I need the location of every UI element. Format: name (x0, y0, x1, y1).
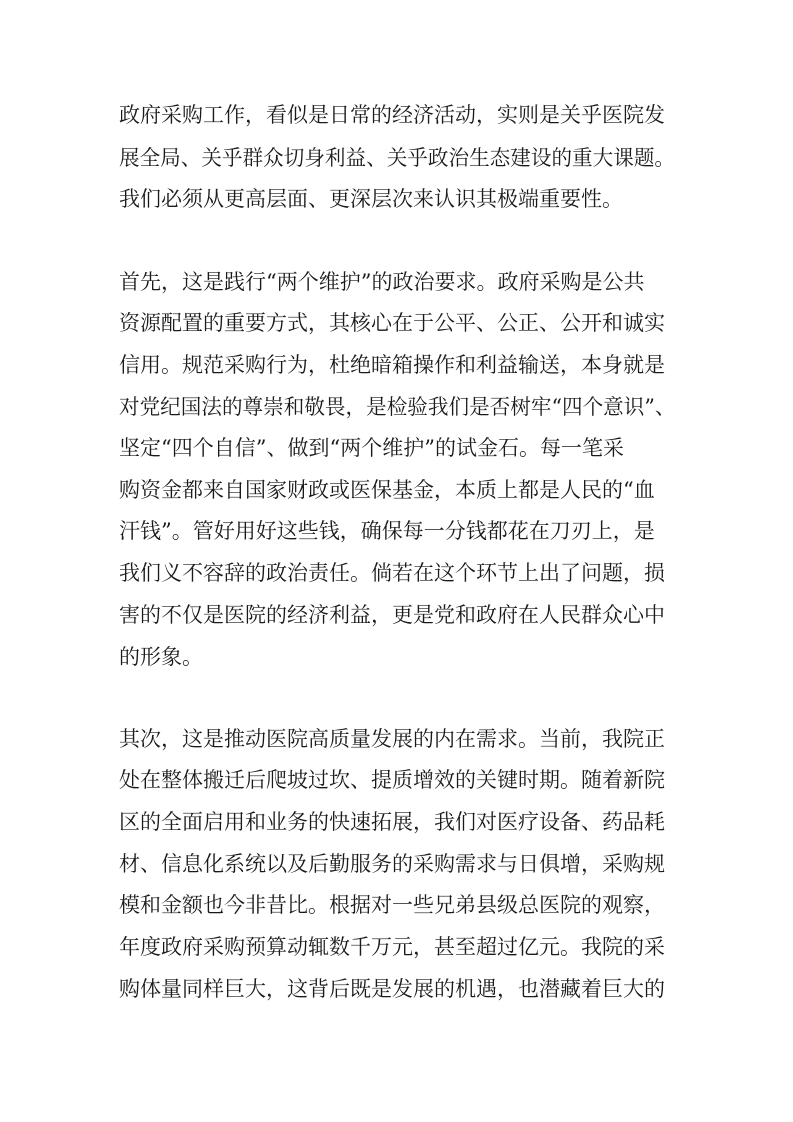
text-line: 的形象。 (119, 645, 203, 669)
text-line: 信用。规范采购行为，杜绝暗箱操作和利益输送，本身就是 (119, 353, 665, 377)
text-line: 年度政府采购预算动辄数千万元，甚至超过亿元。我院的采 (119, 935, 665, 959)
text-line: 展全局、关乎群众切身利益、关乎政治生态建设的重大课题。 (119, 146, 676, 170)
text-line: 模和金额也今非昔比。根据对一些兄弟县级总医院的观察， (119, 893, 665, 917)
text-line: 首先，这是践行“两个维护”的政治要求。政府采购是公共 (119, 270, 645, 294)
text-line: 处在整体搬迁后爬坡过坎、提质增效的关键时期。随着新院 (119, 768, 665, 792)
text-line: 购资金都来自国家财政或医保基金，本质上都是人民的“血 (119, 478, 655, 502)
text-line: 政府采购工作，看似是日常的经济活动，实则是关乎医院发 (119, 103, 665, 127)
text-line: 资源配置的重要方式，其核心在于公平、公正、公开和诚实 (119, 311, 665, 335)
text-line: 购体量同样巨大，这背后既是发展的机遇，也潜藏着巨大的 (119, 977, 665, 1001)
text-line: 汗钱”。管好用好这些钱，确保每一分钱都花在刀刃上，是 (119, 519, 655, 543)
text-line: 我们必须从更高层面、更深层次来认识其极端重要性。 (119, 187, 623, 211)
text-line: 害的不仅是医院的经济利益，更是党和政府在人民群众心中 (119, 603, 665, 627)
text-line: 我们义不容辞的政治责任。倘若在这个环节上出了问题，损 (119, 561, 665, 585)
text-line: 对党纪国法的尊崇和敬畏，是检验我们是否树牢“四个意识”、 (119, 395, 676, 419)
text-line: 其次，这是推动医院高质量发展的内在需求。当前，我院正 (119, 727, 665, 751)
text-line: 坚定“四个自信”、做到“两个维护”的试金石。每一笔采 (119, 436, 624, 460)
text-line: 材、信息化系统以及后勤服务的采购需求与日俱增，采购规 (119, 852, 665, 876)
text-line: 区的全面启用和业务的快速拓展，我们对医疗设备、药品耗 (119, 810, 665, 834)
